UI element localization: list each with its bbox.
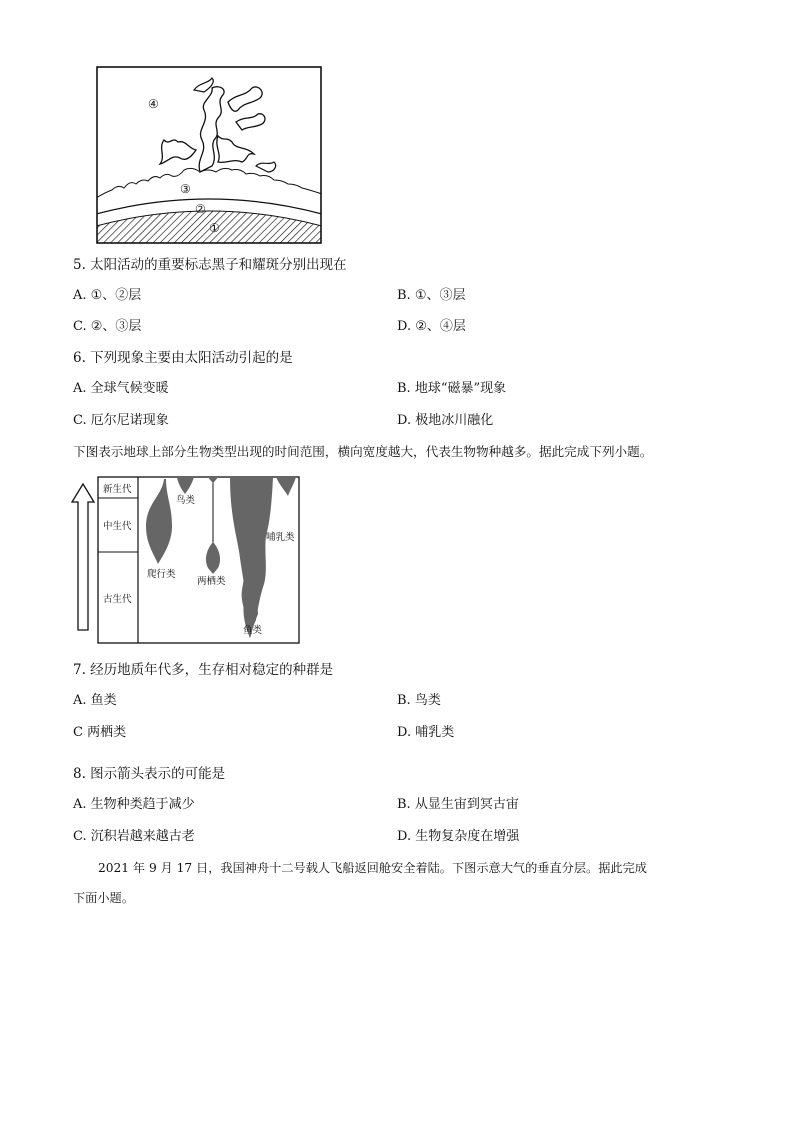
solar-atmosphere-figure xyxy=(96,66,322,244)
group-fish: 鱼类 xyxy=(243,625,263,636)
q6-option-b: B. 地球“磁暴”现象 xyxy=(397,381,507,396)
q5-option-c: C. ②、③层 xyxy=(73,319,142,334)
intro-paragraph-2: 下图表示地球上部分生物类型出现的时间范围，横向宽度越大，代表生物物种越多。据此完成下列小题。 xyxy=(73,444,653,459)
intro-paragraph-3-line1: 2021 年 9 月 17 日，我国神舟十二号载人飞船返回舱安全着陆。下图示意大气的垂直分层。据此完成 xyxy=(98,861,647,875)
q5-option-a: A. ①、②层 xyxy=(73,288,142,303)
q6-option-d: D. 极地冰川融化 xyxy=(397,413,494,428)
group-birds: 鸟类 xyxy=(176,495,196,506)
layer-label-2: ② xyxy=(195,202,206,216)
group-mammals: 哺乳类 xyxy=(266,532,295,543)
group-amphibians: 两栖类 xyxy=(197,576,226,587)
geologic-time-figure xyxy=(70,474,302,646)
intro-paragraph-3-line2: 下面小题。 xyxy=(73,891,134,905)
q5-stem: 5. 太阳活动的重要标志黑子和耀斑分别出现在 xyxy=(73,257,347,273)
q7-option-b: B. 鸟类 xyxy=(397,693,441,708)
era-paleozoic: 古生代 xyxy=(103,594,132,605)
q7-option-a: A. 鱼类 xyxy=(73,693,117,708)
layer-label-4: ④ xyxy=(148,97,159,111)
q8-option-c: C. 沉积岩越来越古老 xyxy=(73,829,195,844)
layer-label-1: ① xyxy=(209,221,220,235)
q8-option-b: B. 从显生宙到冥古宙 xyxy=(397,797,519,812)
q6-stem: 6. 下列现象主要由太阳活动引起的是 xyxy=(73,350,293,366)
q6-option-c: C. 厄尔尼诺现象 xyxy=(73,413,169,428)
q7-option-c: C 两栖类 xyxy=(73,725,127,740)
q5-option-d: D. ②、④层 xyxy=(397,319,466,334)
q8-option-d: D. 生物复杂度在增强 xyxy=(397,829,520,844)
q8-stem: 8. 图示箭头表示的可能是 xyxy=(73,766,226,782)
q7-stem: 7. 经历地质年代多，生存相对稳定的种群是 xyxy=(73,662,334,678)
era-cenozoic: 新生代 xyxy=(103,484,132,495)
q8-option-a: A. 生物种类趋于减少 xyxy=(73,797,195,812)
layer-label-3: ③ xyxy=(180,182,191,196)
q5-option-b: B. ①、③层 xyxy=(397,288,466,303)
group-reptiles: 爬行类 xyxy=(147,569,176,580)
q6-option-a: A. 全球气候变暖 xyxy=(73,381,169,396)
era-mesozoic: 中生代 xyxy=(103,521,132,532)
q7-option-d: D. 哺乳类 xyxy=(397,725,455,740)
